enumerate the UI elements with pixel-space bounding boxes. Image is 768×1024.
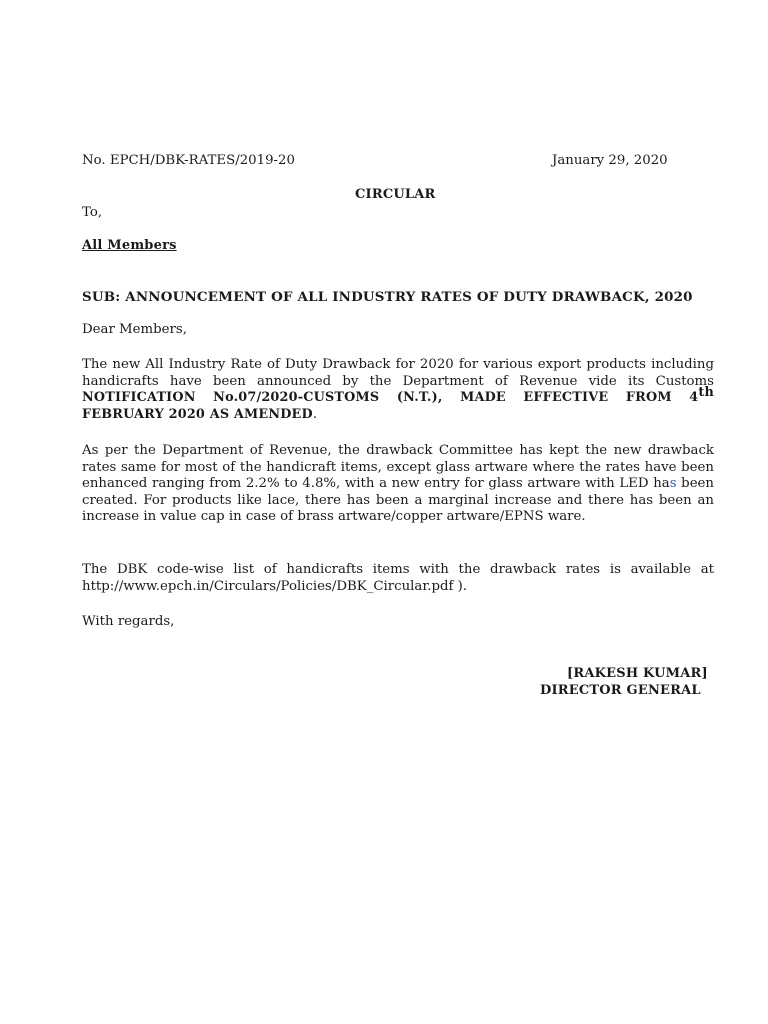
subject-line: SUB: ANNOUNCEMENT OF ALL INDUSTRY RATES OF DUTY DRAWBACK, 2020 — [82, 289, 693, 305]
paragraph1-lead: The new All Industry Rate of Duty Drawback for 2020 for various export products including handicrafts have been announced by the Department of Revenue vide its Customs — [82, 357, 714, 389]
reference-number: No. EPCH/DBK-RATES/2019-20 — [82, 153, 295, 168]
recipients-line: All Members — [82, 238, 177, 253]
paragraph3-text: The DBK code-wise list of handicrafts items with the drawback rates is available at http://www.epch.in/Circulars/Policies/DBK_Circular.pdf ). — [82, 562, 714, 594]
notification-reference: NOTIFICATION No.07/2020-CUSTOMS (N.T.), MADE EFFECTIVE FROM 4 — [82, 390, 699, 406]
paragraph-rates — [82, 443, 714, 526]
signatory-title: DIRECTOR GENERAL — [540, 683, 701, 698]
paragraph1-end: . — [312, 406, 318, 422]
document-title: CIRCULAR — [355, 187, 436, 202]
salutation: Dear Members, — [82, 322, 187, 337]
signatory-name: [RAKESH KUMAR] — [567, 666, 708, 681]
paragraph-dbk-list — [82, 562, 714, 595]
paragraph2-blue-char: s — [669, 476, 677, 492]
to-line: To, — [82, 205, 103, 220]
ordinal-suffix: th — [698, 384, 714, 400]
circular-date: January 29, 2020 — [552, 153, 668, 168]
closing-line: With regards, — [82, 614, 175, 629]
paragraph2-part1: As per the Department of Revenue, the drawback Committee has kept the new drawback rates same for most of the handicraft items, except glass artware where the rates have been enhanced ranging from 2.2% to 4.8%, with a new entry for glass artware with LED ha — [82, 443, 714, 492]
paragraph2-part2: been created. For products like lace, there has been a marginal increase and there has been an increase in value cap in case of brass artware/copper artware/EPNS ware. — [82, 476, 714, 525]
paragraph-notification — [82, 357, 714, 423]
effective-date-text: FEBRUARY 2020 AS AMENDED — [82, 406, 313, 422]
